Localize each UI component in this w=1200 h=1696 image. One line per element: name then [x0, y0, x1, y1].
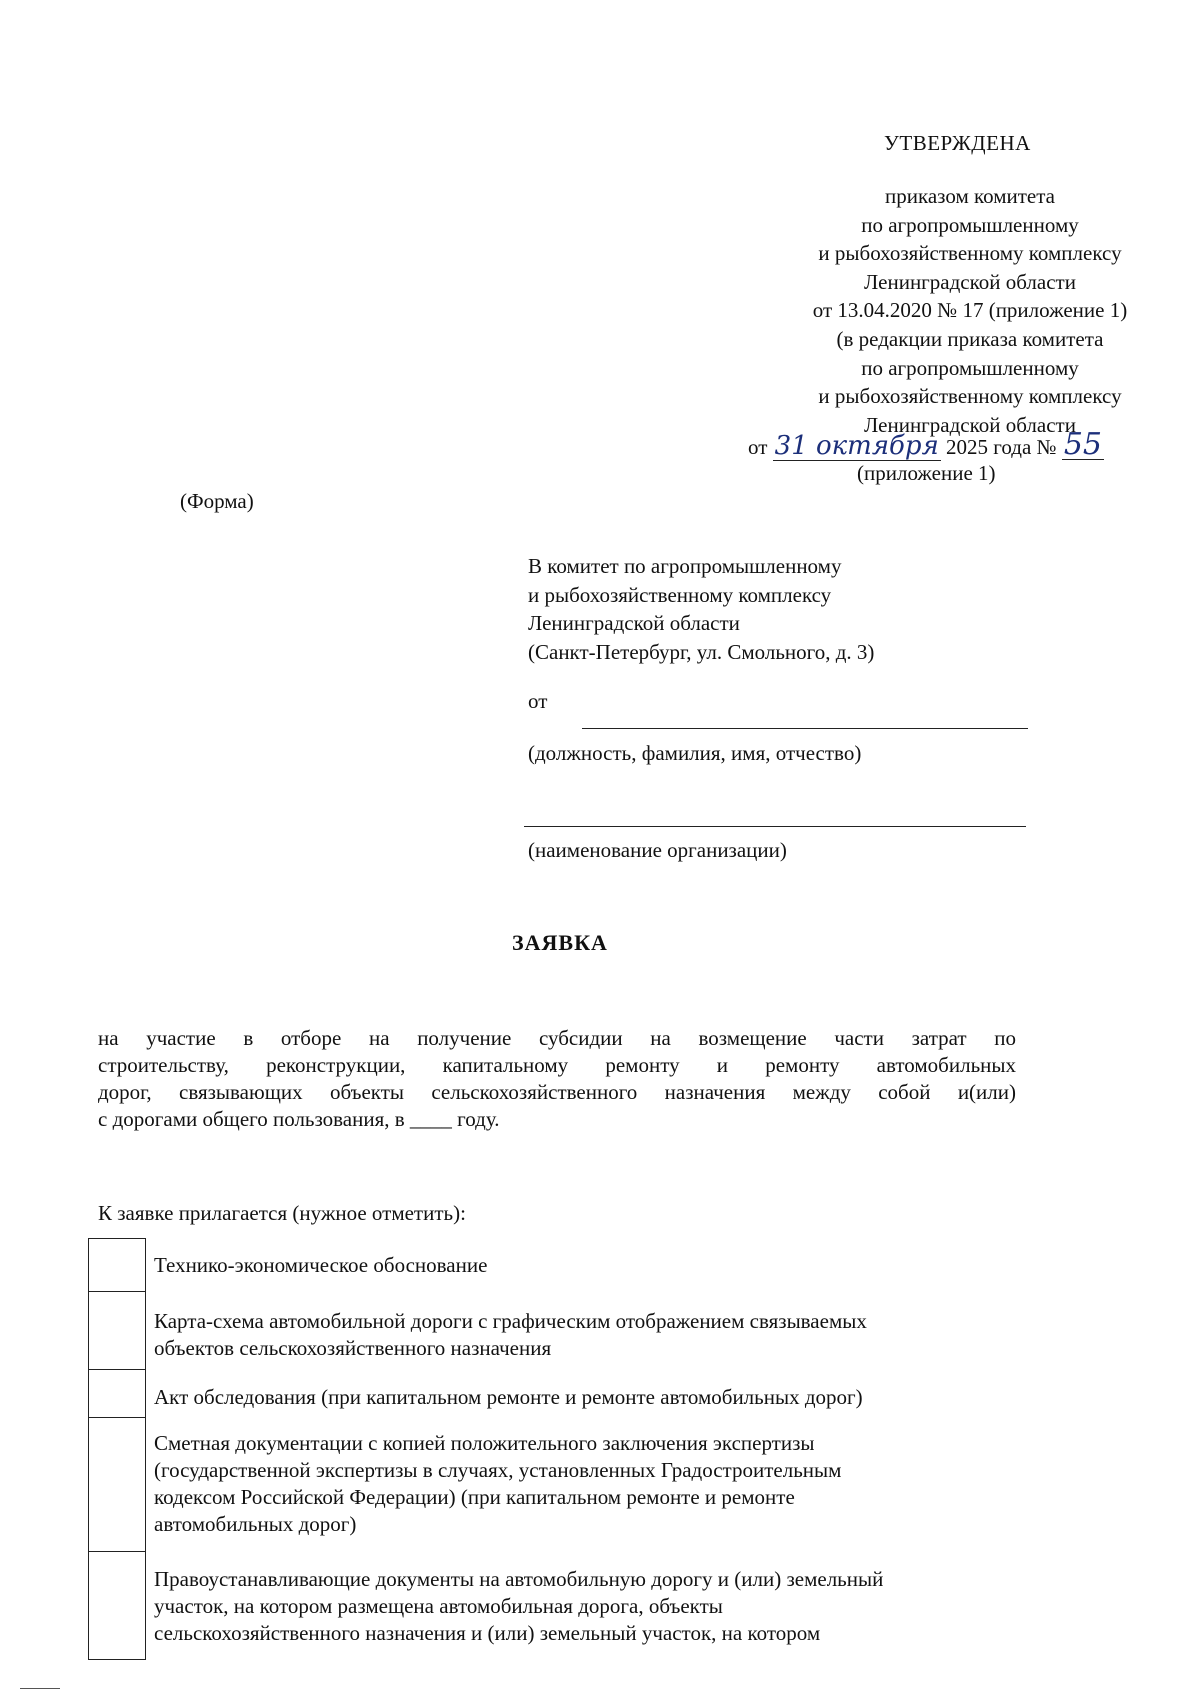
attachment-line: участок, на котором размещена автомобильная дорога, объекты: [154, 1594, 723, 1618]
attachment-row: [88, 1418, 1028, 1552]
approval-from-prefix: от: [748, 435, 768, 459]
attachment-line: Правоустанавливающие документы на автомобильную дорогу и (или) земельный: [154, 1567, 884, 1591]
attachment-line: сельскохозяйственного назначения и (или) земельный участок, на котором: [154, 1621, 821, 1645]
attachment-checkbox[interactable]: [88, 1292, 146, 1370]
form-label: (Форма): [180, 489, 254, 513]
attachment-line: объектов сельскохозяйственного назначения: [154, 1336, 552, 1360]
attachment-line: автомобильных дорог): [154, 1512, 357, 1536]
attachment-text: [146, 1418, 1028, 1552]
approval-line: приказом комитета: [884, 184, 1055, 208]
attachment-line: Карта-схема автомобильной дороги с графическим отображением связываемых: [154, 1309, 867, 1333]
addressee-block: [528, 552, 874, 666]
purpose-paragraph: [98, 1025, 1016, 1133]
addressee-line: Ленинградской области: [528, 611, 740, 635]
attachment-row: [88, 1552, 1028, 1660]
attachment-row: [88, 1238, 1028, 1292]
page-edge-mark: [20, 1688, 60, 1689]
attachments-table: [88, 1238, 1028, 1660]
approval-block: [700, 182, 1200, 439]
approval-year-text: 2025 года №: [946, 435, 1057, 459]
position-hint: (должность, фамилия, имя, отчество): [528, 741, 862, 765]
attachment-line: Акт обследования (при капитальном ремонте и ремонте автомобильных дорог): [154, 1385, 863, 1409]
attachment-text: [146, 1292, 1028, 1370]
attachment-checkbox[interactable]: [88, 1370, 146, 1418]
handwritten-date: 31 октября: [774, 431, 939, 461]
document-title: ЗАЯВКА: [512, 930, 608, 955]
attachment-line: (государственной экспертизы в случаях, установленных Градостроительным: [154, 1458, 842, 1482]
attachment-checkbox[interactable]: [88, 1238, 146, 1292]
from-label: от: [528, 689, 548, 713]
applicant-name-line[interactable]: [582, 728, 1028, 729]
attachment-row: [88, 1292, 1028, 1370]
approval-appendix: (приложение 1): [857, 461, 996, 485]
attachment-text: [146, 1370, 1028, 1418]
attachment-row: [88, 1370, 1028, 1418]
addressee-line: и рыбохозяйственному комплексу: [528, 582, 832, 607]
approval-line: и рыбохозяйственному комплексу: [818, 384, 1122, 409]
approval-line: по агропромышленному: [861, 212, 1079, 237]
handwritten-number: 55: [1063, 427, 1102, 462]
approval-line: (в редакции приказа комитета: [836, 326, 1104, 351]
attachment-checkbox[interactable]: [88, 1418, 146, 1552]
purpose-line: на участие в отборе на получение субсидии на возмещение части затрат по: [98, 1026, 1016, 1050]
attachment-line: Технико-экономическое обоснование: [154, 1253, 488, 1277]
attachment-text: [146, 1238, 1028, 1292]
organization-name-line[interactable]: [524, 826, 1026, 827]
purpose-line: с дорогами общего пользования, в ____ году.: [98, 1107, 500, 1131]
attachments-intro: К заявке прилагается (нужное отметить):: [98, 1201, 466, 1225]
approval-line: Ленинградской области: [864, 269, 1076, 294]
attachment-text: [146, 1552, 1028, 1660]
approval-line: от 13.04.2020 № 17 (приложение 1): [812, 298, 1128, 323]
attachment-line: кодексом Российской Федерации) (при капитальном ремонте и ремонте: [154, 1485, 795, 1509]
organization-hint: (наименование организации): [528, 838, 787, 862]
attachment-line: Сметная документации с копией положительного заключения экспертизы: [154, 1431, 815, 1455]
approval-line: и рыбохозяйственному комплексу: [818, 241, 1122, 266]
approval-title: УТВЕРЖДЕНА: [884, 131, 1031, 155]
addressee-line: (Санкт-Петербург, ул. Смольного, д. 3): [528, 639, 875, 664]
purpose-line: дорог, связывающих объекты сельскохозяйственного назначения между собой и(или): [98, 1080, 1016, 1104]
purpose-line: строительству, реконструкции, капитальному ремонту и ремонту автомобильных: [98, 1053, 1016, 1077]
addressee-line: В комитет по агропромышленному: [528, 554, 842, 578]
approval-line: Ленинградской области: [864, 412, 1076, 437]
attachment-checkbox[interactable]: [88, 1552, 146, 1660]
approval-line: по агропромышленному: [861, 355, 1079, 380]
